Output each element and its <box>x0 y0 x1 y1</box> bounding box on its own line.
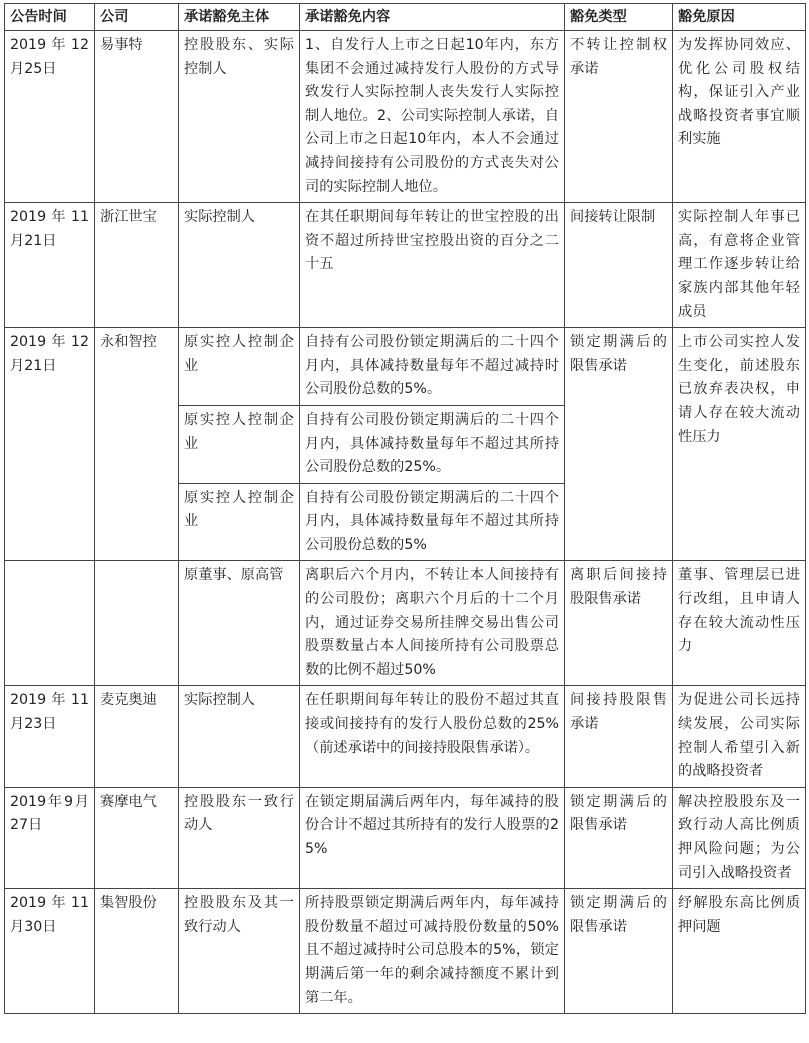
header-reason: 豁免原因 <box>673 4 806 31</box>
header-subject: 承诺豁免主体 <box>179 4 300 31</box>
waiver-type: 间接持股限售承诺 <box>565 686 673 787</box>
table-row <box>5 889 806 1014</box>
waiver-subject: 原董事、原高管 <box>179 561 300 686</box>
waiver-subject: 控股股东、实际控制人 <box>179 31 300 203</box>
table-row <box>5 31 806 203</box>
company-name: 赛摩电气 <box>95 787 179 888</box>
table-row <box>5 686 806 787</box>
waiver-type: 锁定期满后的限售承诺 <box>565 328 673 561</box>
announcement-date: 2019年11月23日 <box>5 686 95 787</box>
company-name: 永和智控 <box>95 328 179 561</box>
waiver-type: 锁定期满后的限售承诺 <box>565 787 673 888</box>
waiver-subject: 原实控人控制企业 <box>179 405 300 483</box>
waiver-subject: 原实控人控制企业 <box>179 328 300 406</box>
announcement-date: 2019年12月25日 <box>5 31 95 203</box>
header-company: 公司 <box>95 4 179 31</box>
waiver-content: 在其任职期间每年转让的世宝控股的出资不超过所持世宝控股出资的百分之二十五 <box>300 203 565 328</box>
announcement-date <box>5 561 95 686</box>
waiver-content: 自持有公司股份锁定期满后的二十四个月内，具体减持数量每年不超过其所持公司股份总数的5% <box>300 483 565 561</box>
table-header-row <box>5 4 806 31</box>
waiver-content: 自持有公司股份锁定期满后的二十四个月内，具体减持数量每年不超过其所持公司股份总数的25%。 <box>300 405 565 483</box>
waiver-subject: 原实控人控制企业 <box>179 483 300 561</box>
company-name: 集智股份 <box>95 889 179 1014</box>
waiver-content: 离职后六个月内，不转让本人间接持有的公司股份；离职六个月后的十二个月内，通过证券交易所挂牌交易出售公司股票数量占本人间接所持有公司股票总数的比例不超过50% <box>300 561 565 686</box>
waiver-type: 离职后间接持股限售承诺 <box>565 561 673 686</box>
waiver-reason: 实际控制人年事已高，有意将企业管理工作逐步转让给家族内部其他年轻成员 <box>673 203 806 328</box>
header-content: 承诺豁免内容 <box>300 4 565 31</box>
commitment-waiver-table <box>4 3 806 1014</box>
company-name: 浙江世宝 <box>95 203 179 328</box>
waiver-content: 自持有公司股份锁定期满后的二十四个月内，具体减持数量每年不超过减持时公司股份总数的5%。 <box>300 328 565 406</box>
waiver-subject: 实际控制人 <box>179 686 300 787</box>
announcement-date: 2019年11月30日 <box>5 889 95 1014</box>
waiver-subject: 控股股东及其一致行动人 <box>179 889 300 1014</box>
header-type: 豁免类型 <box>565 4 673 31</box>
waiver-type: 锁定期满后的限售承诺 <box>565 889 673 1014</box>
announcement-date: 2019年12月21日 <box>5 328 95 561</box>
waiver-reason: 解决控股股东及一致行动人高比例质押风险问题；为公司引入战略投资者 <box>673 787 806 888</box>
table-row <box>5 328 806 406</box>
waiver-type: 不转让控制权承诺 <box>565 31 673 203</box>
table-row <box>5 787 806 888</box>
announcement-date: 2019年11月21日 <box>5 203 95 328</box>
waiver-reason: 为促进公司长远持续发展，公司实际控制人希望引入新的战略投资者 <box>673 686 806 787</box>
waiver-reason: 董事、管理层已进行改组，且申请人存在较大流动性压力 <box>673 561 806 686</box>
waiver-type: 间接转让限制 <box>565 203 673 328</box>
waiver-content: 所持股票锁定期满后两年内，每年减持股份数量不超过可减持股份数量的50%且不超过减持时公司总股本的5%，锁定期满后第一年的剩余减持额度不累计到第二年。 <box>300 889 565 1014</box>
company-name: 麦克奥迪 <box>95 686 179 787</box>
table-row <box>5 561 806 686</box>
announcement-date: 2019年9月27日 <box>5 787 95 888</box>
header-date: 公告时间 <box>5 4 95 31</box>
waiver-reason: 上市公司实控人发生变化，前述股东已放弃表决权，申请人存在较大流动性压力 <box>673 328 806 561</box>
waiver-reason: 为发挥协同效应、优化公司股权结构，保证引入产业战略投资者事宜顺利实施 <box>673 31 806 203</box>
waiver-content: 在锁定期届满后两年内，每年减持的股份合计不超过其所持有的发行人股票的25% <box>300 787 565 888</box>
waiver-reason: 纾解股东高比例质押问题 <box>673 889 806 1014</box>
waiver-subject: 控股股东一致行动人 <box>179 787 300 888</box>
company-name <box>95 561 179 686</box>
waiver-content: 1、自发行人上市之日起10年内，东方集团不会通过减持发行人股份的方式导致发行人实际控制人丧失发行人实际控制人地位。2、公司实际控制人承诺，自公司上市之日起10年内，本人不会通过减持间接持有公司股份的方式丧失对公司的实际控制人地位。 <box>300 31 565 203</box>
waiver-subject: 实际控制人 <box>179 203 300 328</box>
company-name: 易事特 <box>95 31 179 203</box>
waiver-content: 在任职期间每年转让的股份不超过其直接或间接持有的发行人股份总数的25%（前述承诺中的间接持股限售承诺）。 <box>300 686 565 787</box>
table-row <box>5 203 806 328</box>
